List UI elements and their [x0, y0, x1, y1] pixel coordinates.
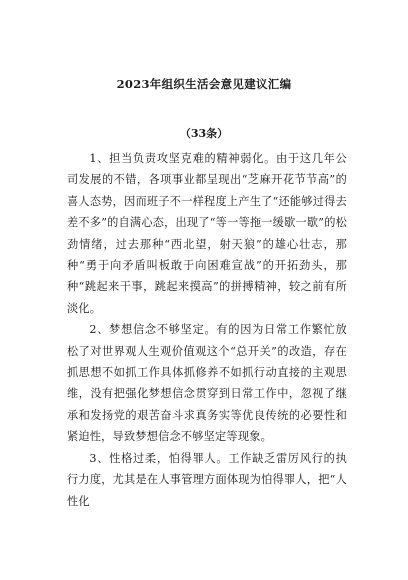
document-body: [67, 148, 347, 512]
paragraph-3: 3、性格过柔，怕得罪人。工作缺乏雷厉风行的执行力度，尤其是在人事管理方面体现为怕得罪人，把“人性化: [67, 451, 347, 508]
paragraph-1: 1、担当负责攻坚克难的精神弱化。由于这几年公司发展的不错，各项事业都呈现出“芝麻开花节节高”的喜人态势，因而班子不一样程度上产生了“还能够过得去差不多”的自满心态，出现了“等一等拖一缓歇一歇”的松劲情绪，过去那种“西北望，射天狼”的雄心壮志，那种“勇于向矛盾叫板敢于向困难宣战”的开拓劲头，那种“跳起来干事，跳起来摸高”的拼搏精神，较之前有所淡化。: [67, 152, 347, 315]
document-subtitle: （33条）: [179, 127, 229, 140]
document-title: 2023年组织生活会意见建议汇编: [116, 77, 292, 91]
paragraph-2: 2、梦想信念不够坚定。有的因为日常工作繁忙放松了对世界观人生观价值观这个“总开关”的改造，存在抓思想不如抓工作具体抓修养不如抓行动直接的主观思维，没有把强化梦想信念贯穿到日常工作中，忽视了继承和发扬党的艰苦奋斗求真务实等优良传统的必要性和紧迫性，导致梦想信念不够坚定等现象。: [67, 323, 347, 444]
